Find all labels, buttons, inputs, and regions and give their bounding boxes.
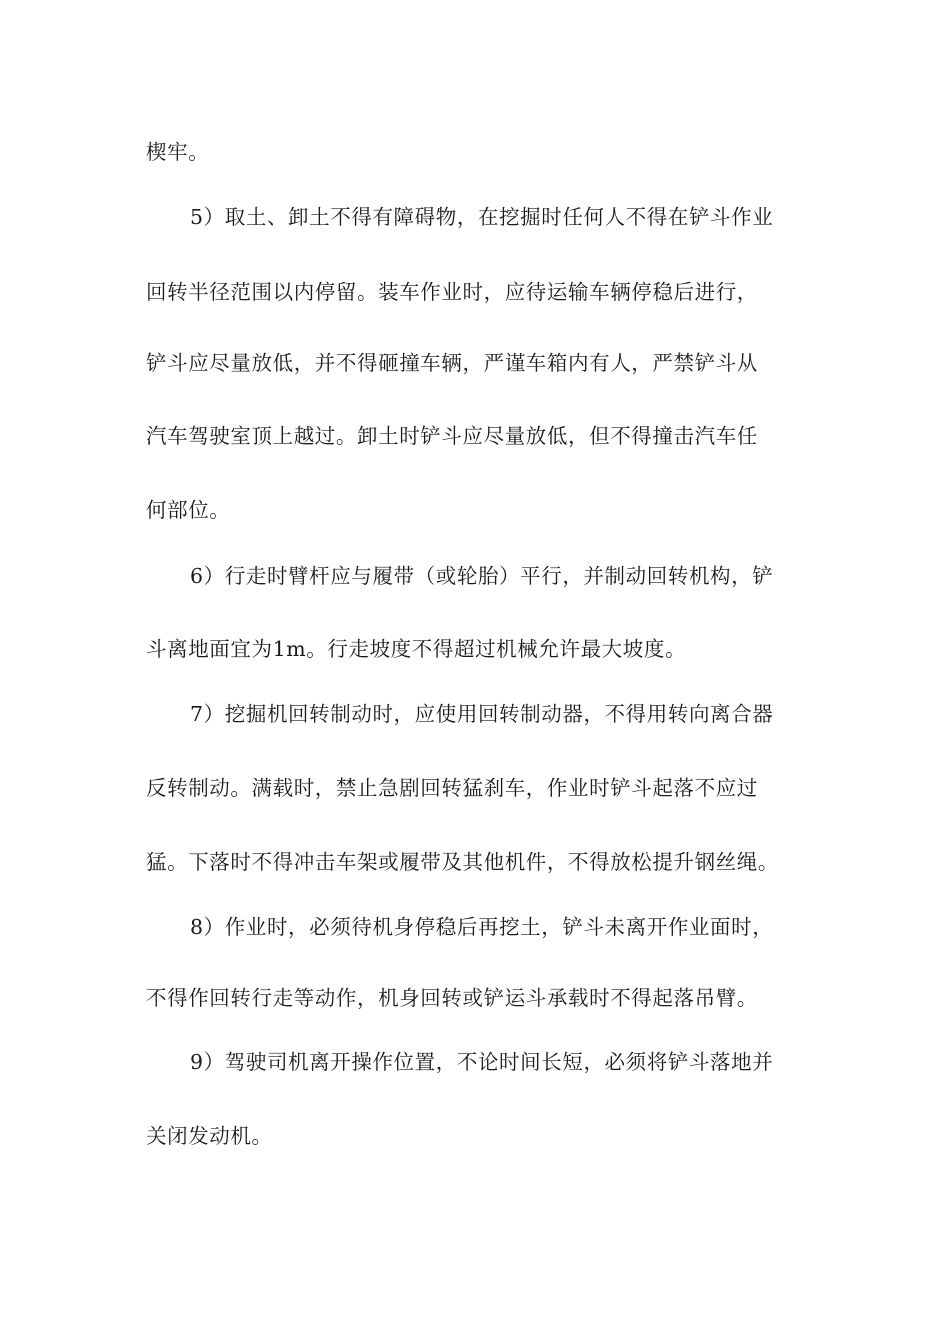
text-line: 不得作回转行走等动作，机身回转或铲运斗承载时不得起落吊臂。 [146, 986, 758, 1010]
text-line-item-6-start: 6）行走时臂杆应与履带（或轮胎）平行，并制动回转机构，铲 [190, 564, 774, 588]
text-line: 铲斗应尽量放低，并不得砸撞车辆，严谨车箱内有人，严禁铲斗从 [146, 351, 758, 375]
text-line-continuation: 楔牢。 [146, 140, 210, 164]
text-line-item-8-start: 8）作业时，必须待机身停稳后再挖土，铲斗未离开作业面时， [190, 915, 774, 939]
text-line: 斗离地面宜为1m。行走坡度不得超过机械允许最大坡度。 [146, 637, 687, 661]
text-line: 关闭发动机。 [146, 1124, 273, 1148]
text-line: 汽车驾驶室顶上越过。卸土时铲斗应尽量放低，但不得撞击汽车任 [146, 424, 758, 448]
text-line: 猛。下落时不得冲击车架或履带及其他机件，不得放松提升钢丝绳。 [146, 850, 779, 874]
text-line-item-7-start: 7）挖掘机回转制动时，应使用回转制动器，不得用转向离合器 [190, 702, 774, 726]
text-line: 反转制动。满载时，禁止急剧回转猛刹车，作业时铲斗起落不应过 [146, 776, 758, 800]
text-line: 何部位。 [146, 498, 231, 522]
text-line-item-9-start: 9）驾驶司机离开操作位置，不论时间长短，必须将铲斗落地并 [190, 1050, 774, 1074]
text-line: 回转半径范围以内停留。装车作业时，应待运输车辆停稳后进行， [146, 280, 758, 304]
text-line-item-5-start: 5）取土、卸土不得有障碍物，在挖掘时任何人不得在铲斗作业 [190, 205, 774, 229]
